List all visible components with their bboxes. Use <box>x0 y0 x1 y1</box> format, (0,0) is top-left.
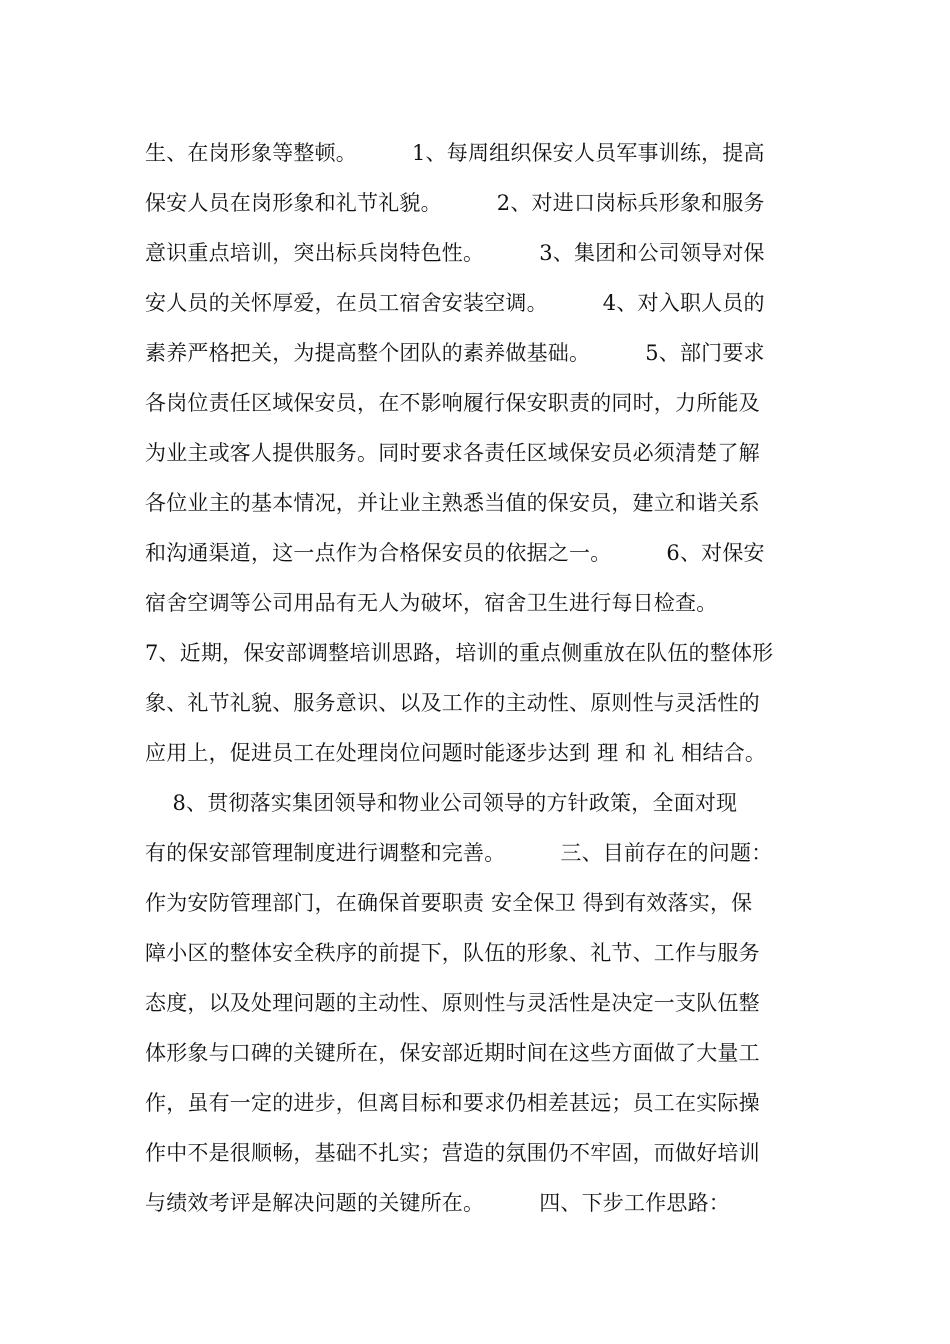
text-line: 保安人员在岗形象和礼节礼貌。 2、对进口岗标兵形象和服务 <box>145 191 765 215</box>
text-line: 8、贯彻落实集团领导和物业公司领导的方针政策，全面对现 <box>145 791 738 815</box>
text-line: 为业主或客人提供服务。同时要求各责任区域保安员必须清楚了解 <box>145 441 760 465</box>
text-line: 作，虽有一定的进步，但离目标和要求仍相差甚远；员工在实际操 <box>145 1091 760 1115</box>
text-line: 素养严格把关，为提高整个团队的素养做基础。 5、部门要求 <box>145 341 765 365</box>
text-line: 有的保安部管理制度进行调整和完善。 三、目前存在的问题： <box>145 841 773 865</box>
text-line: 态度，以及处理问题的主动性、原则性与灵活性是决定一支队伍整 <box>145 991 760 1015</box>
text-line: 象、礼节礼貌、服务意识、以及工作的主动性、原则性与灵活性的 <box>145 691 760 715</box>
text-line: 安人员的关怀厚爱，在员工宿舍安装空调。 4、对入职人员的 <box>145 291 765 315</box>
text-line: 应用上，促进员工在处理岗位问题时能逐步达到 理 和 礼 相结合。 <box>145 741 767 765</box>
text-line: 生、在岗形象等整顿。 1、每周组织保安人员军事训练，提高 <box>145 141 765 165</box>
text-line: 各岗位责任区域保安员，在不影响履行保安职责的同时，力所能及 <box>145 391 760 415</box>
text-line: 意识重点培训，突出标兵岗特色性。 3、集团和公司领导对保 <box>145 241 765 265</box>
text-line: 与绩效考评是解决问题的关键所在。 四、下步工作思路： <box>145 1191 730 1215</box>
text-line: 作中不是很顺畅，基础不扎实；营造的氛围仍不牢固，而做好培训 <box>145 1141 760 1165</box>
text-line: 7、近期，保安部调整培训思路，培训的重点侧重放在队伍的整体形 <box>145 641 774 665</box>
text-line: 宿舍空调等公司用品有无人为破坏，宿舍卫生进行每日检查。 <box>145 591 718 615</box>
text-line: 障小区的整体安全秩序的前提下，队伍的形象、礼节、工作与服务 <box>145 941 760 965</box>
text-line: 作为安防管理部门，在确保首要职责 安全保卫 得到有效落实，保 <box>145 891 753 915</box>
text-line: 体形象与口碑的关键所在，保安部近期时间在这些方面做了大量工 <box>145 1041 760 1065</box>
text-line: 和沟通渠道，这一点作为合格保安员的依据之一。 6、对保安 <box>145 541 765 565</box>
text-line: 各位业主的基本情况，并让业主熟悉当值的保安员，建立和谐关系 <box>145 491 760 515</box>
